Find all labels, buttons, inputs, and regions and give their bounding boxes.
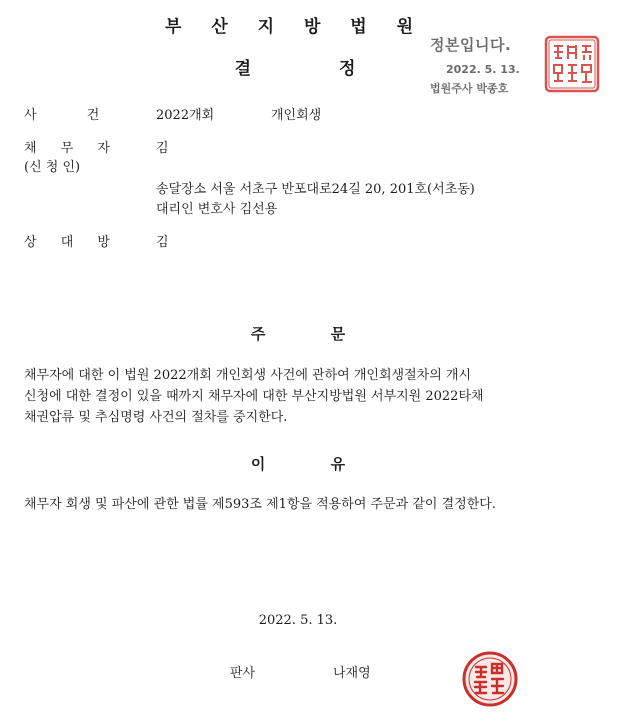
case-number: 2022개회 xyxy=(156,108,215,123)
certified-copy-stamp: 정본입니다. xyxy=(430,36,512,54)
judge-title: 판사 xyxy=(230,666,256,681)
document-type: 결 정 xyxy=(234,59,356,79)
debtor-name: 김 xyxy=(156,141,169,156)
order-title: 주 문 xyxy=(250,325,346,343)
service-address: 송달장소 서울 서초구 반포대로24길 20, 201호(서초동) xyxy=(156,182,475,197)
reason-text: 채무자 회생 및 파산에 관한 법률 제593조 제1항을 적용하여 주문과 같이 결정한다. xyxy=(24,497,496,512)
court-name: 부 산 지 방 법 원 xyxy=(164,17,426,37)
reason-title: 이 유 xyxy=(250,455,346,473)
order-line: 채권압류 및 추심명령 사건의 절차를 중지한다. xyxy=(24,410,288,425)
court-seal-icon xyxy=(544,35,600,93)
debtor-label: 채 무 자 xyxy=(24,141,110,156)
case-name: 개인회생 xyxy=(271,108,322,123)
applicant-label: (신 청 인) xyxy=(24,160,81,175)
counterparty-name: 김 xyxy=(156,235,169,250)
judge-name: 나재영 xyxy=(333,666,371,681)
case-label: 사 건 xyxy=(24,108,100,123)
certification-officer: 법원주사 박종호 xyxy=(430,82,509,95)
decision-date: 2022. 5. 13. xyxy=(258,613,338,628)
judge-seal-icon xyxy=(462,651,518,707)
counterparty-label: 상 대 방 xyxy=(24,235,110,250)
legal-agent: 대리인 변호사 김선용 xyxy=(156,202,278,217)
order-line: 채무자에 대한 이 법원 2022개회 개인회생 사건에 관하여 개인회생절차의 개시 xyxy=(24,368,472,383)
certification-date: 2022. 5. 13. xyxy=(446,63,520,76)
order-line: 신청에 대한 결정이 있을 때까지 채무자에 대한 부산지방법원 서부지원 2022타채 xyxy=(24,389,484,404)
